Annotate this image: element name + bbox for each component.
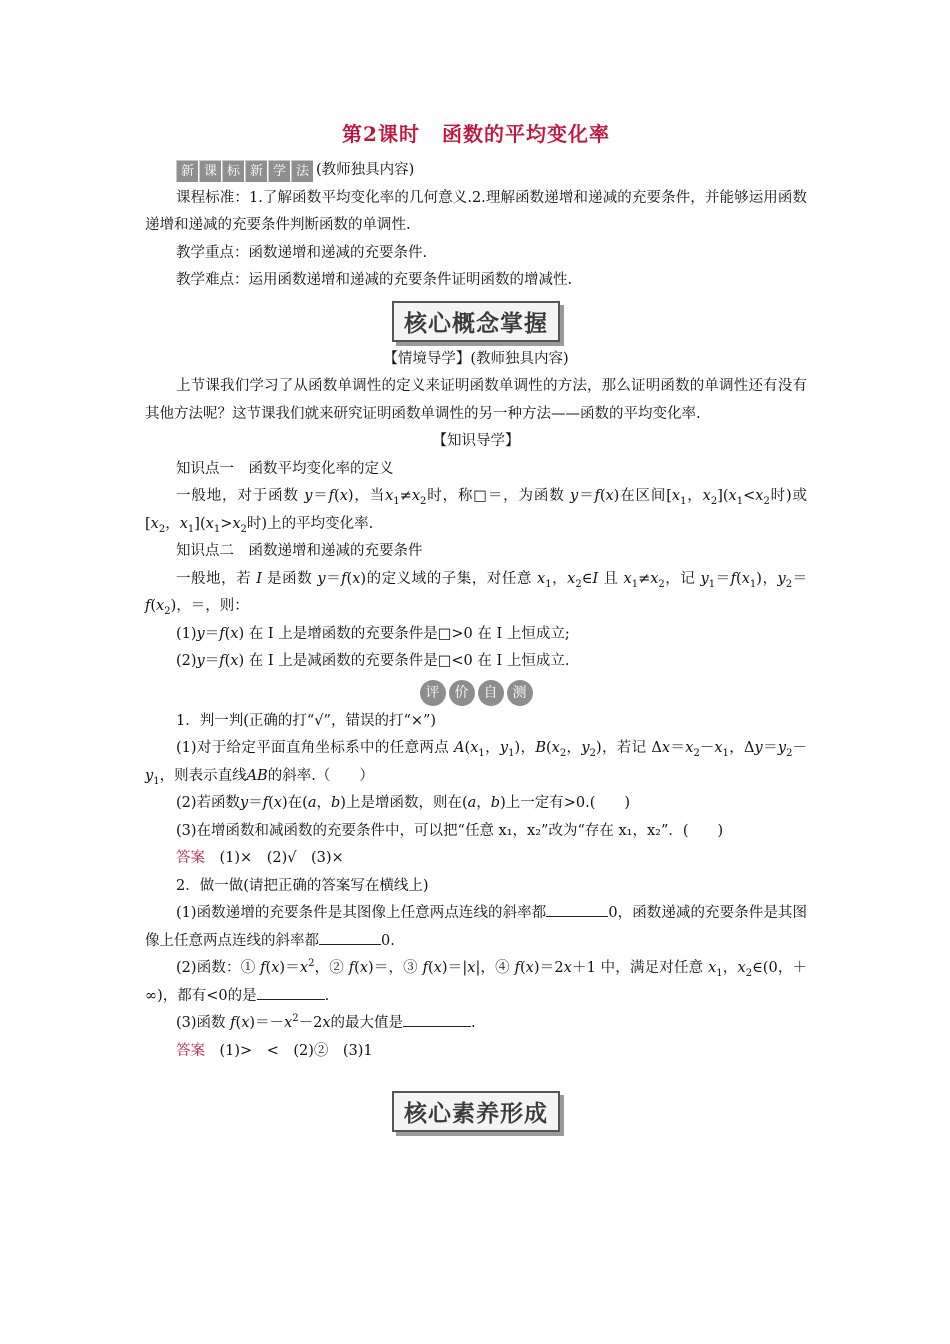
- teaching-difficulty: 教学难点：运用函数递增和递减的充要条件证明函数的增减性.: [176, 272, 573, 288]
- q2-statement-3: (3)函数 $f(x)=-x^2-2x$的最大值是 .: [176, 1013, 476, 1031]
- kp2-item-1: (1)y＝f(x) 在 I 上是增函数的充要条件是□>0 在 I 上恒成立;: [176, 625, 570, 642]
- q2-statement-1: (1)函数递增的充要条件是其图像上任意两点连线的斜率都 0，函数递减的充要条件是其图像上任意两点连线的斜率都 0.: [145, 900, 807, 955]
- situation-text: 上节课我们学习了从函数单调性的定义来证明函数单调性的方法，那么证明函数的单调性还有没有其他方法呢？这节课我们就来研究证明函数单调性的另一种方法——函数的平均变化率.: [145, 378, 807, 422]
- course-standard: 课程标准：1.了解函数平均变化率的几何意义.2.理解函数递增和递减的充要条件，并能够运用函数递增和递减的充要条件判断函数的单调性.: [145, 189, 807, 233]
- kp2-text: 一般地，若 I 是函数 y＝f(x)的定义域的子集，对任意 $x_1$，$x_2\in I$ 且 $x_1\ne x_2$，记 $y_1=f(x_1)$，$y_2=f(x_2)$，＝，则：: [145, 570, 808, 617]
- lesson-name: 函数的平均变化率: [441, 122, 610, 146]
- self-evaluation-badge: 评 价 自 测: [420, 680, 533, 706]
- situation-heading: 【情境导学】(教师独具内容): [383, 350, 569, 367]
- teaching-key-point: 教学重点：函数递增和递减的充要条件.: [176, 244, 428, 261]
- kp1-title: 知识点一 函数平均变化率的定义: [176, 460, 394, 477]
- q2-statement-2: (2)函数：① $f(x)=x^2$，② f(x)＝，③ f(x)＝|x|，④ f(x)＝2x＋1 中，满足对任意 $x_1$，$x_2\in(0$，＋∞)，都有<0的是 .: [145, 958, 808, 1004]
- core-literacy-banner: 核心素养形成: [392, 1091, 560, 1132]
- lesson-number: 第2课时: [342, 122, 420, 146]
- q1-answer: 答案 (1)× (2)√ (3)×: [176, 850, 344, 866]
- answer-label: 答案: [176, 1042, 205, 1059]
- kp1-text: 一般地，对于函数 y＝f(x)，当$x_1\ne x_2$时，称□＝，为函数 y＝f(x)在区间[$x_1$，$x_2](x_1<x_2$时)或[$x_2$，$x_1](x_1>x_2$时)上的平均变化率.: [145, 488, 808, 535]
- answer-label: 答案: [176, 850, 205, 866]
- q2-heading: 2．做一做(请把正确的答案写在横线上): [176, 877, 429, 894]
- q1-statement-2: (2)若函数y＝f(x)在(a，b)上是增函数，则在(a，b)上一定有>0.( ): [176, 795, 631, 811]
- new-standard-badge: 新 课 标 新 学 法: [176, 160, 314, 182]
- new-standard-tag-row: [145, 157, 807, 185]
- q2-answer: 答案 (1)> < (2)② (3)1: [176, 1042, 373, 1059]
- lesson-title: [145, 118, 807, 147]
- document-page: [145, 118, 807, 1136]
- core-concept-banner: 核心概念掌握: [392, 301, 560, 342]
- kp2-item-2: (2)y＝f(x) 在 I 上是减函数的充要条件是□<0 在 I 上恒成立.: [176, 653, 570, 669]
- q1-heading: 1．判一判(正确的打“√”，错误的打“×”): [176, 712, 437, 729]
- q1-statement-3: (3)在增函数和减函数的充要条件中，可以把“任意 x₁，x₂”改为“存在 x₁，x₂”．( ): [176, 822, 724, 839]
- kp2-title: 知识点二 函数递增和递减的充要条件: [176, 543, 423, 559]
- knowledge-heading: 【知识导学】: [432, 433, 520, 449]
- q1-statement-1: (1)对于给定平面直角坐标系中的任意两点 $A(x_1$，$y_1$)，$B(x_2$，$y_2$)，若记 $\Delta x=x_2-x_1$，$\Delta y=y_2-y_1$，则表示直线AB的斜率.（ ）: [145, 740, 807, 787]
- teacher-note: (教师独具内容): [316, 162, 415, 178]
